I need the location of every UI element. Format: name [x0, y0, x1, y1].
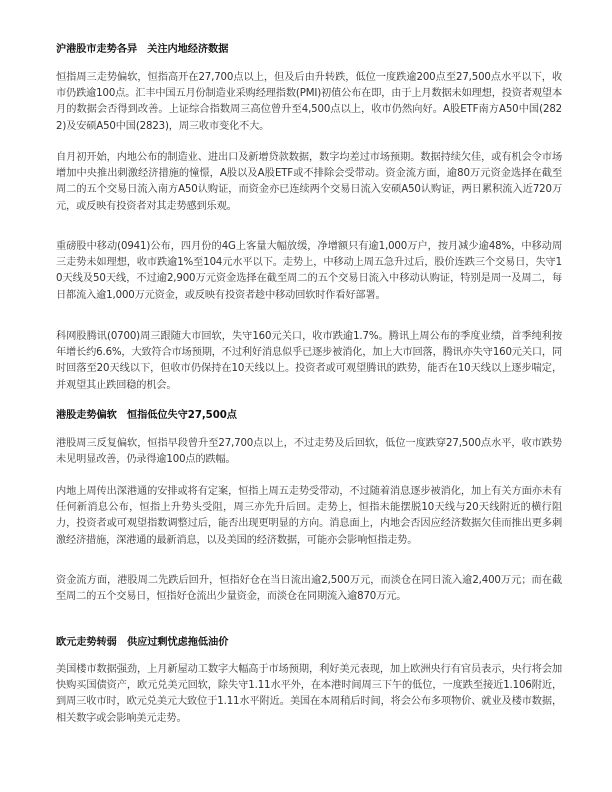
paragraph-fund-flow: 资金流方面，港股周二先跌后回升，恒指好仓在当日流出逾2,500万元，而淡仓在同日流入逾2,400万元；而在截至周二的五个交易日，恒指好仓流出少量资金，而淡仓在同期流入逾870万元。	[56, 575, 562, 603]
paragraph-tencent: 科网股腾讯(0700)周三跟随大市回软，失守160元关口，收市跌逾1.7%。腾讯上周公布的季度业绩，首季纯利按年增长约6.6%，大致符合市场预期，不过利好消息似乎已逐步被消化，加上大市回落，腾讯亦失守160元关口，同时回落至20天线以下，但收市仍保持在10天线以上。投资者或可观望腾讯的跌势，能否在10天线以上逐步喘定，并观望其止跌回稳的机会。	[56, 331, 562, 391]
paragraph-hsi-overview: 恒指周三走势偏软，恒指高开在27,700点以上，但及后由升转跌，低位一度跌逾200点至27,500点水平以下，收市仍跌逾100点。汇丰中国五月份制造业采购经理指数(PMI)初值公布在即，由于上月数据未如理想，投资者观望本月的数据会否得到改善。上证综合指数周三高位曾升至4,500点以上，收市仍然向好。A股ETF南方A50中国(2822)及安硕A50中国(2823)，周三收市变化不大。	[56, 72, 562, 132]
section-title-hk-stocks: 港股走势偏软 恒指低位失守27,500点	[56, 410, 237, 421]
paragraph-mainland-data: 自月初开始，内地公布的制造业、进出口及新增贷款数据，数字均差过市场预期。数据持续欠佳，或有机会令市场增加中央推出刺激经济措施的憧憬，A股以及A股ETF或不排除会受带动。资金流方面，逾80万元资金选择在截至周二的五个交易日流入南方A50认购证，而资金亦已连续两个交易日流入安硕A50认购证，两日累积流入近720万元，或反映有投资者对其走势感到乐观。	[56, 152, 562, 212]
paragraph-china-mobile: 重磅股中移动(0941)公布，四月份的4G上客量大幅放缓，净增额只有逾1,000万户，按月减少逾48%，中移动周三走势未如理想，收市跌逾1%至104元水平以下。走势上，中移动上周五急升过后，股价连跌三个交易日，失守10天线及50天线，不过逾2,900万元资金选择在截至周二的五个交易日流入中移动认购证，特别是周一及周二，每日都流入逾1,000万元资金，或反映有投资者趁中移动回软时作看好部署。	[56, 241, 562, 301]
paragraph-hk-market: 港股周三反复偏软，恒指早段曾升至27,700点以上，不过走势及后回软，低位一度跌穿27,500点水平，收市跌势未见明显改善，仍录得逾100点的跌幅。	[56, 438, 562, 466]
paragraph-shenzhen-connect: 内地上周传出深港通的安排或将有定案，恒指上周五走势受带动，不过随着消息逐步被消化，加上有关方面亦未有任何新消息公布，恒指上升势头受阻，周三亦先升后回。走势上，恒指未能摆脱10天线与20天线附近的横行阻力，投资者或可观望指数调整过后，能否出现更明显的方向。消息面上，内地会否因应经济数据欠佳而推出更多刺激经济措施，深港通的最新消息，以及美国的经济数据，可能亦会影响恒指走势。	[56, 486, 562, 546]
paragraph-euro-dollar: 美国楼市数据强劲，上月新屋动工数字大幅高于市场预期，利好美元表现，加上欧洲央行有官员表示，央行将会加快购买国债资产，欧元兑美元回软，除失守1.11水平外，在本港时间周三下午的低位，一度跌至接近1.106附近，到周三收市时，欧元兑美元大致位于1.11水平附近。美国在本周稍后时间，将会公布多项物价、就业及楼市数据，相关数字或会影响美元走势。	[56, 664, 562, 724]
section-title-shanghai-hk: 沪港股市走势各异 关注内地经济数据	[56, 44, 229, 55]
section-title-euro-oil: 欧元走势转弱 供应过剩忧虑拖低油价	[56, 637, 229, 648]
